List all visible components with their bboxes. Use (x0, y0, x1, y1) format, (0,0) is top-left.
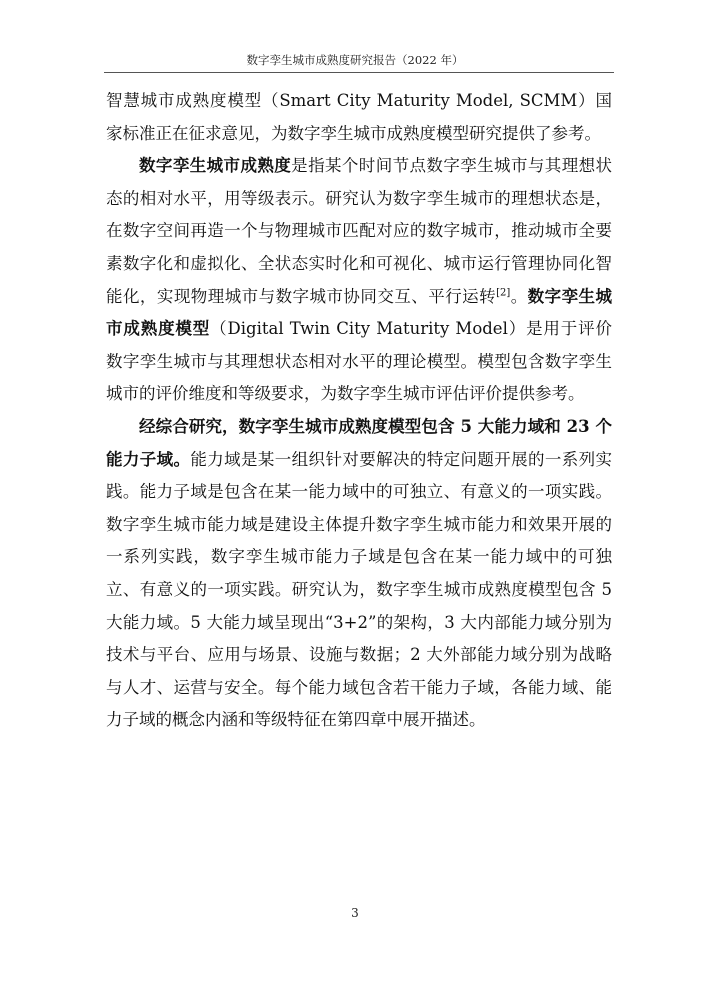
paragraph-2-text-c: （Digital Twin City Maturity Model）是用于评价数字孪生城市与其理想状态相对水平的理论模型。模型包含数字孪生城市的评价维度和等级要求，为数字孪生城市评估评价提供参考。 (106, 319, 612, 404)
paragraph-3-lead: 经综合研究，数字孪生城市成熟度模型包含 5 大能力域和 23 个能力子域。 (106, 416, 612, 469)
header-divider (104, 72, 614, 73)
paragraph-1-text: 智慧城市成熟度模型（Smart City Maturity Model, SCMM）国家标准正在征求意见，为数字孪生城市成熟度模型研究提供了参考。 (106, 91, 612, 143)
term-maturity-model: 数字孪生城市成熟度模型 (106, 286, 613, 339)
paragraph-3-text: 能力域是某一组织针对要解决的特定问题开展的一系列实践。能力子域是包含在某一能力域中的可独立、有意义的一项实践。数字孪生城市能力域是建设主体提升数字孪生城市能力和效果开展的一系列实践，数字孪生城市能力子域是包含在某一能力域中的可独立、有意义的一项实践。研究认为，数字孪生城市成熟度模型包含 5 大能力域。5 大能力域呈现出“3+2”的架构，3 大内部能力域分别为技术与平台、应用与场景、设施与数据；2 大外部能力域分别为战略与人才、运营与安全。每个能力域包含若干能力子域，各能力域、能力子域的概念内涵和等级特征在第四章中展开描述。 (106, 449, 613, 730)
paragraph-1 (106, 85, 612, 150)
citation-ref: [2] (496, 287, 511, 299)
paragraph-3 (106, 411, 612, 737)
paragraph-2 (106, 150, 612, 411)
paragraph-2-text-a: 是指某个时间节点数字孪生城市与其理想状态的相对水平，用等级表示。研究认为数字孪生城市的理想状态是，在数字空间再造一个与物理城市匹配对应的数字城市，推动城市全要素数字化和虚拟化、全状态实时化和可视化、城市运行管理协同化智能化，实现物理城市与数字城市协同交互、平行运转 (106, 156, 613, 306)
page-number-value: 3 (351, 906, 359, 920)
document-body (106, 85, 612, 737)
term-maturity: 数字孪生城市成熟度 (139, 156, 292, 176)
page-header (0, 52, 710, 68)
page-number (0, 906, 710, 920)
header-title: 数字孪生城市成熟度研究报告（2022 年） (246, 53, 464, 67)
paragraph-2-text-b: 。 (510, 286, 528, 306)
